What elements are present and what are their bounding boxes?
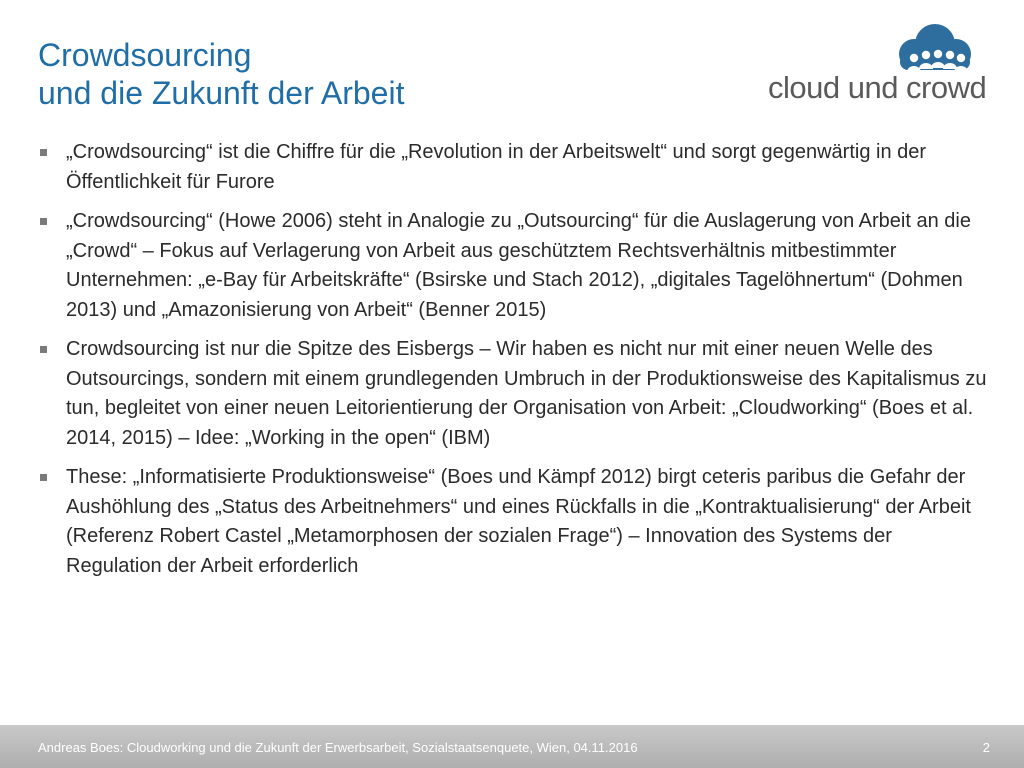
square-bullet-icon xyxy=(40,149,47,156)
bullet-item xyxy=(38,463,988,581)
bullet-text: These: „Informatisierte Produktionsweise“ (Boes und Kämpf 2012) birgt ceteris paribus die Gefahr der Aushöhlung des „Status des Arbeitnehmers“ und eines Rückfalls in die „Kontraktualisierung“ der Arbeit (Referenz Robert Castel „Metamorphosen der sozialen Frage“) – Innovation des Systems der Regulation der Arbeit erforderlich xyxy=(66,466,971,577)
bullet-item xyxy=(38,207,988,325)
square-bullet-icon xyxy=(40,474,47,481)
bullet-text: „Crowdsourcing“ ist die Chiffre für die „Revolution in der Arbeitswelt“ und sorgt gegenwärtig in der Öffentlichkeit für Furore xyxy=(66,141,927,193)
bullet-item xyxy=(38,138,988,197)
bullet-list xyxy=(38,138,988,591)
cloud-und-crowd-logo xyxy=(762,22,994,108)
square-bullet-icon xyxy=(40,218,47,225)
logo-text: cloud und crowd xyxy=(768,70,987,105)
page-number: 2 xyxy=(982,740,990,755)
title-line-1: Crowdsourcing xyxy=(38,37,252,73)
bullet-text: „Crowdsourcing“ (Howe 2006) steht in Analogie zu „Outsourcing“ für die Auslagerung von Arbeit an die „Crowd“ – Fokus auf Verlagerung von Arbeit aus geschütztem Rechtsverhältnis mitbestimmter Unternehmen: „e-Bay für Arbeitskräfte“ (Bsirske und Stach 2012), „digitales Tagelöhnertum“ (Dohmen 2013) und „Amazonisierung von Arbeit“ (Benner 2015) xyxy=(66,210,971,321)
bullet-text: Crowdsourcing ist nur die Spitze des Eisbergs – Wir haben es nicht nur mit einer neuen Welle des Outsourcings, sondern mit einem grundlegenden Umbruch in der Produktionsweise des Kapitalismus zu tun, begleitet von einer neuen Leitorientierung der Organisation von Arbeit: „Cloudworking“ (Boes et al. 2014, 2015) – Idee: „Working in the open“ (IBM) xyxy=(66,338,987,449)
bullet-item xyxy=(38,335,988,453)
slide-title xyxy=(38,36,404,112)
title-line-2: und die Zukunft der Arbeit xyxy=(38,75,405,111)
square-bullet-icon xyxy=(40,346,47,353)
footer-bar xyxy=(0,725,1024,768)
footer-citation: Andreas Boes: Cloudworking und die Zukunft der Erwerbsarbeit, Sozialstaatsenquete, Wien, 04.11.2016 xyxy=(38,740,638,755)
